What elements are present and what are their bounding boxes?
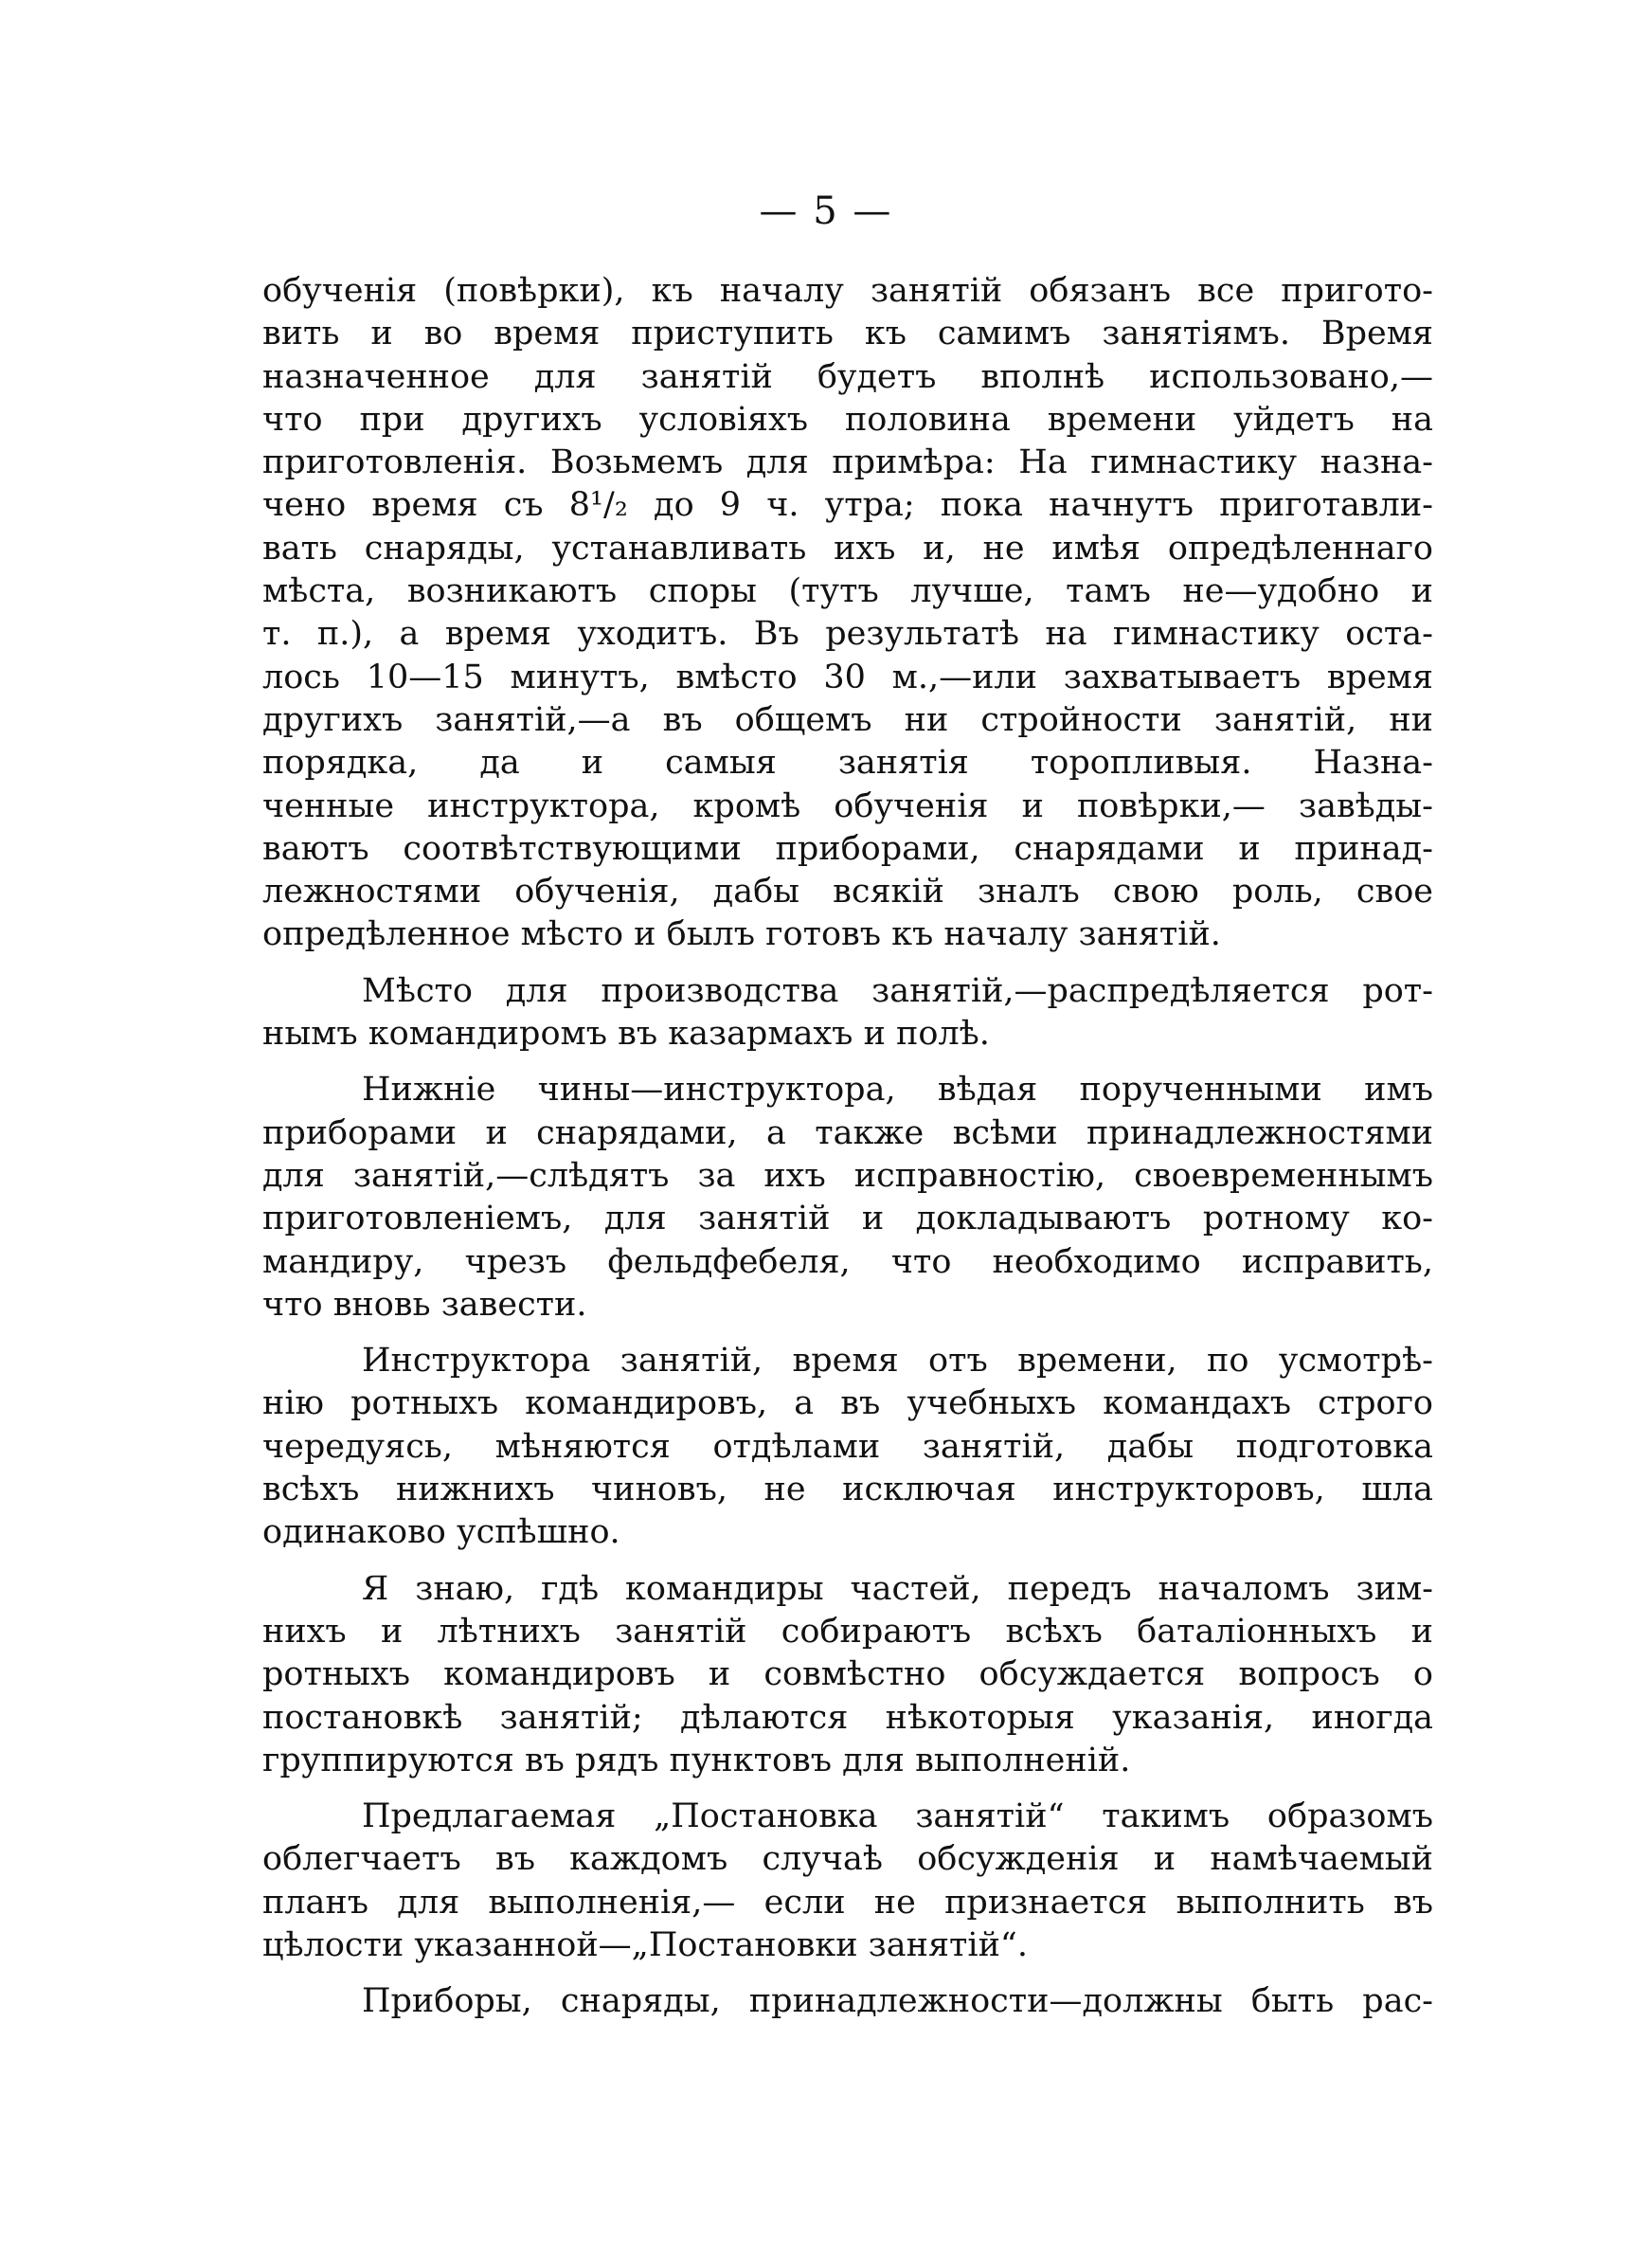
- text-line: приготовленіемъ, для занятій и докладываютъ ротному ко-: [262, 1200, 1433, 1238]
- paragraph-6: [262, 1796, 1433, 1967]
- text-line: другихъ занятій,—а въ общемъ ни стройности занятій, ни: [262, 700, 1433, 739]
- paragraph-5: [262, 1568, 1433, 1782]
- text-line: ченные инструктора, кромѣ обученія и повѣрки,— завѣды-: [262, 786, 1433, 825]
- text-line: мандиру, чрезъ фельдфебеля, что необходимо исправить,: [262, 1242, 1433, 1281]
- text-line: мѣста, возникаютъ споры (тутъ лучше, тамъ не—удобно и: [262, 572, 1433, 611]
- text-line: облегчаетъ въ каждомъ случаѣ обсужденія и намѣчаемый: [262, 1840, 1433, 1879]
- text-line: что при другихъ условіяхъ половина времени уйдетъ на: [262, 400, 1433, 439]
- paragraph-4: [262, 1340, 1433, 1554]
- text-line: ваютъ соотвѣтствующими приборами, снарядами и принад-: [262, 829, 1433, 868]
- text-line: одинаково успѣшно.: [262, 1513, 620, 1552]
- text-line: для занятій,—слѣдятъ за ихъ исправностію, своевременнымъ: [262, 1156, 1433, 1195]
- paragraph-2: [262, 970, 1433, 1056]
- text-line: цѣлости указанной—„Постановки занятій“.: [262, 1925, 1028, 1964]
- text-line: нымъ командиромъ въ казармахъ и полѣ.: [262, 1015, 990, 1054]
- text-line: Инструктора занятій, время отъ времени, по усмотрѣ-: [362, 1342, 1433, 1381]
- text-line: лось 10—15 минутъ, вмѣсто 30 м.,—или захватываетъ время: [262, 658, 1433, 696]
- text-line: обученія (повѣрки), къ началу занятій обязанъ все пригото-: [262, 272, 1433, 310]
- text-line: группируются въ рядъ пунктовъ для выполненій.: [262, 1741, 1131, 1779]
- text-line: чередуясь, мѣняются отдѣлами занятій, дабы подготовка: [262, 1427, 1433, 1466]
- text-line: Предлагаемая „Постановка занятій“ такимъ образомъ: [362, 1797, 1433, 1836]
- text-line: назначенное для занятій будетъ вполнѣ использовано,—: [262, 357, 1433, 396]
- page-number: — 5 —: [759, 190, 893, 233]
- text-line: нихъ и лѣтнихъ занятій собираютъ всѣхъ баталіонныхъ и: [262, 1612, 1433, 1651]
- body-text: [262, 270, 1433, 2037]
- paragraph-1: [262, 270, 1433, 957]
- text-line: Я знаю, гдѣ командиры частей, передъ началомъ зим-: [362, 1569, 1433, 1608]
- text-line: Мѣсто для производства занятій,—распредѣляется рот-: [362, 971, 1433, 1010]
- text-line: Нижніе чины—инструктора, вѣдая порученными имъ: [362, 1071, 1433, 1110]
- text-line: планъ для выполненія,— если не признается выполнить въ: [262, 1883, 1433, 1922]
- paragraph-7: [262, 1980, 1433, 2023]
- text-line: опредѣленное мѣсто и былъ готовъ къ началу занятій.: [262, 915, 1221, 954]
- text-line: всѣхъ нижнихъ чиновъ, не исключая инструкторовъ, шла: [262, 1471, 1433, 1509]
- text-line: что вновь завести.: [262, 1285, 587, 1324]
- text-line: вать снаряды, устанавливать ихъ и, не имѣя опредѣленнаго: [262, 529, 1433, 568]
- text-line: ротныхъ командировъ и совмѣстно обсуждается вопросъ о: [262, 1655, 1433, 1694]
- text-line: постановкѣ занятій; дѣлаются нѣкоторыя указанія, иногда: [262, 1698, 1433, 1737]
- text-line: порядка, да и самыя занятія торопливыя. Назна-: [262, 744, 1433, 783]
- text-line: приготовленія. Возьмемъ для примѣра: На гимнастику назна-: [262, 443, 1433, 482]
- paragraph-3: [262, 1069, 1433, 1327]
- text-line: т. п.), а время уходитъ. Въ результатѣ на гимнастику оста-: [262, 615, 1433, 654]
- text-line: приборами и снарядами, а также всѣми принадлежностями: [262, 1113, 1433, 1152]
- text-line: лежностями обученія, дабы всякій зналъ свою роль, свое: [262, 873, 1433, 912]
- text-line: Приборы, снаряды, принадлежности—должны быть рас-: [362, 1982, 1433, 2021]
- text-line: вить и во время приступить къ самимъ занятіямъ. Время: [262, 315, 1433, 353]
- text-line: нію ротныхъ командировъ, а въ учебныхъ командахъ строго: [262, 1384, 1433, 1423]
- text-line: чено время съ 8¹/₂ до 9 ч. утра; пока начнутъ приготавли-: [262, 486, 1433, 525]
